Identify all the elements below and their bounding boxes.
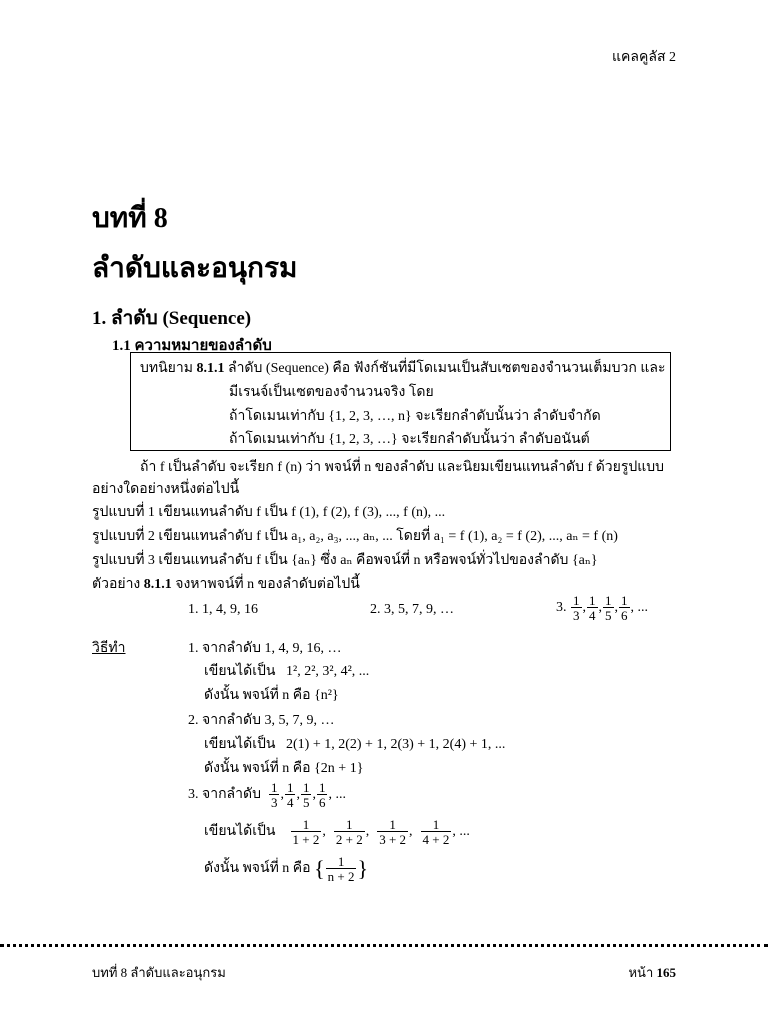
sol3-expanded-4: $\frac{1}{4 + 2}$ xyxy=(422,817,450,847)
example-item-3-tail: , ... xyxy=(630,600,648,616)
solution-2-from: 2. จากลำดับ 3, 5, 7, 9, … xyxy=(188,713,335,728)
running-header: แคลคูลัส 2 xyxy=(612,50,676,65)
solution-1-written-math: 1², 2², 3², 4², ... xyxy=(286,664,370,679)
sol3-fraction-1-4: $\frac{1}{4}$ xyxy=(286,780,294,810)
solution-label: วิธีทำ xyxy=(92,641,126,656)
example-item-1: 1. 1, 4, 9, 16 xyxy=(188,602,258,617)
solution-3-result-label: ดังนั้น พจน์ที่ n คือ xyxy=(204,861,311,877)
example-number: 8.1.1 xyxy=(143,577,172,592)
example-prompt: จงหาพจน์ที่ n ของลำดับต่อไปนี้ xyxy=(175,577,360,592)
sol3-answer-fraction: $\frac{1}{n + 2}$ xyxy=(327,854,355,884)
solution-1-answer: {n²} xyxy=(314,688,339,703)
solution-3-result: ดังนั้น พจน์ที่ n คือ { $\frac{1}{n + 2}$ } xyxy=(204,854,369,884)
solution-1-from: 1. จากลำดับ 1, 4, 9, 16, … xyxy=(188,641,342,656)
example-item-3: 3. $\frac{1}{3}$ , $\frac{1}{4}$ , $\frac{1}{5}$ , $\frac{1}{6}$ , ... xyxy=(556,593,648,623)
solution-2-written-math: 2(1) + 1, 2(2) + 1, 2(3) + 1, 2(4) + 1, ... xyxy=(286,737,506,752)
fraction-1-5: $\frac{1}{5}$ xyxy=(605,593,612,623)
solution-2-written-label: เขียนได้เป็น xyxy=(204,737,276,752)
example-item-3-number: 3. xyxy=(556,600,567,616)
solution-2-result-label: ดังนั้น พจน์ที่ n คือ xyxy=(204,761,311,776)
example-label: ตัวอย่าง xyxy=(92,577,141,592)
definition-box xyxy=(130,352,671,451)
footer-chapter: บทที่ 8 ลำดับและอนุกรม xyxy=(92,965,226,980)
solution-2-written xyxy=(204,733,505,755)
form-1: รูปแบบที่ 1 เขียนแทนลำดับ f เป็น f (1), f (2), f (3), ..., f (n), ... xyxy=(92,505,446,520)
solution-3-from-label: 3. จากลำดับ xyxy=(188,787,261,803)
sol3-fraction-1-6: $\frac{1}{6}$ xyxy=(318,780,326,810)
definition-line-2: มีเรนจ์เป็นเซตของจำนวนจริง โดย xyxy=(229,385,434,400)
example-item-2: 2. 3, 5, 7, 9, … xyxy=(370,602,454,617)
footer-page xyxy=(628,962,676,983)
fraction-1-3: $\frac{1}{3}$ xyxy=(573,593,580,623)
solution-1-result-label: ดังนั้น พจน์ที่ n คือ xyxy=(204,688,311,703)
solution-1-written xyxy=(204,660,369,682)
definition-line-3: ถ้าโดเมนเท่ากับ {1, 2, 3, …, n} จะเรียกลำดับนั้นว่า ลำดับจำกัด xyxy=(229,409,601,424)
definition-text-1: ลำดับ (Sequence) คือ ฟังก์ชันที่มีโดเมนเป็นสับเซตของจำนวนเต็มบวก และ xyxy=(227,361,666,376)
definition-label: บทนิยาม xyxy=(140,361,193,376)
form-3: รูปแบบที่ 3 เขียนแทนลำดับ f เป็น {aₙ} ซึ่ง aₙ คือพจน์ที่ n หรือพจน์ทั่วไปของลำดับ {aₙ} xyxy=(92,553,598,568)
section-heading: 1. ลำดับ (Sequence) xyxy=(92,308,252,329)
definition-line-1 xyxy=(140,357,665,379)
chapter-title: ลำดับและอนุกรม xyxy=(92,253,298,284)
fraction-1-4: $\frac{1}{4}$ xyxy=(589,593,596,623)
form-2: รูปแบบที่ 2 เขียนแทนลำดับ f เป็น a₁, a₂, a₃, ..., aₙ, ... โดยที่ a₁ = f (1), a₂ = f (2), ..., aₙ = f (n) xyxy=(92,529,618,544)
body-paragraph-1: ถ้า f เป็นลำดับ จะเรียก f (n) ว่า พจน์ที่ n ของลำดับ และนิยมเขียนแทนลำดับ f ด้วยรูปแบบ xyxy=(140,460,665,475)
sol3-expanded-1: $\frac{1}{1 + 2}$ xyxy=(292,817,320,847)
solution-2-answer: {2n + 1} xyxy=(314,761,364,776)
footer-page-number: 165 xyxy=(656,965,676,980)
solution-1-result xyxy=(204,684,339,706)
solution-2-result xyxy=(204,757,363,779)
solution-3-written-label: เขียนได้เป็น xyxy=(204,824,276,840)
sol3-fraction-1-3: $\frac{1}{3}$ xyxy=(270,780,278,810)
sol3-expanded-2: $\frac{1}{2 + 2}$ xyxy=(335,817,363,847)
sol3-expanded-3: $\frac{1}{3 + 2}$ xyxy=(379,817,407,847)
definition-line-4: ถ้าโดเมนเท่ากับ {1, 2, 3, …} จะเรียกลำดับนั้นว่า ลำดับอนันต์ xyxy=(229,432,590,447)
footer-page-label: หน้า xyxy=(628,965,654,980)
definition-number: 8.1.1 xyxy=(196,361,225,376)
fraction-1-6: $\frac{1}{6}$ xyxy=(621,593,628,623)
subsection-heading: 1.1 ความหมายของลำดับ xyxy=(112,338,272,354)
solution-3-written: เขียนได้เป็น $\frac{1}{1 + 2}$ , $\frac{1}{2 + 2}$ , $\frac{1}{3 + 2}$ , $\frac{1}{4 + 2}$ , ... xyxy=(204,817,470,847)
sol3-fraction-1-5: $\frac{1}{5}$ xyxy=(302,780,310,810)
solution-1-written-label: เขียนได้เป็น xyxy=(204,664,276,679)
footer-divider xyxy=(0,944,768,947)
body-paragraph-2: อย่างใดอย่างหนึ่งต่อไปนี้ xyxy=(92,482,240,497)
solution-3-from: 3. จากลำดับ $\frac{1}{3}$ , $\frac{1}{4}$ , $\frac{1}{5}$ , $\frac{1}{6}$ , ... xyxy=(188,780,346,810)
example-heading xyxy=(92,573,360,595)
chapter-number: บทที่ 8 xyxy=(92,203,168,234)
